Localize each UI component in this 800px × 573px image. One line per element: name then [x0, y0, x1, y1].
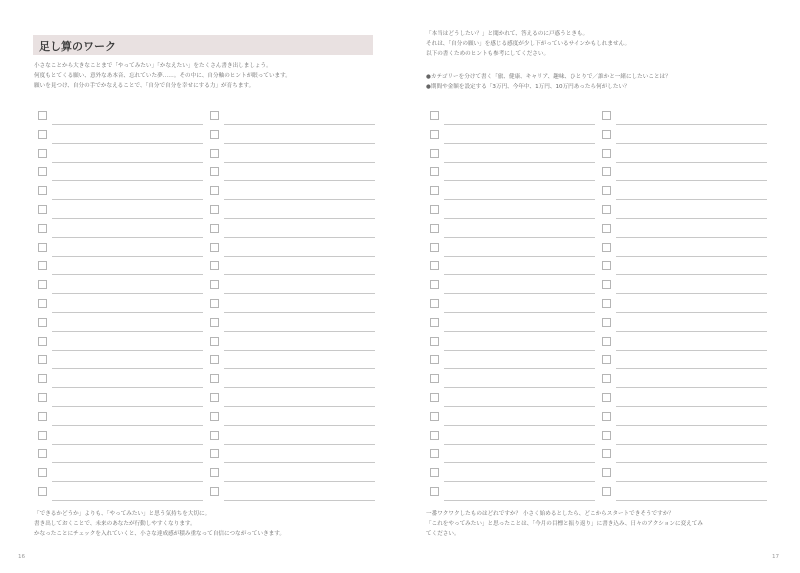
checkbox[interactable]: [602, 337, 611, 346]
checkbox[interactable]: [430, 487, 439, 496]
checkbox[interactable]: [602, 280, 611, 289]
intro-line: 小さなことから大きなことまで「やってみたい」「かなえたい」をたくさん書き出しましょう。: [34, 63, 272, 69]
checkbox[interactable]: [602, 318, 611, 327]
checklist-row: [602, 296, 767, 315]
writing-line: [616, 481, 767, 482]
checkbox[interactable]: [210, 167, 219, 176]
checkbox[interactable]: [38, 224, 47, 233]
checkbox[interactable]: [38, 299, 47, 308]
checklist-row: [38, 296, 203, 315]
checklist-row: [430, 277, 595, 296]
checkbox[interactable]: [602, 487, 611, 496]
checkbox[interactable]: [430, 186, 439, 195]
writing-line: [444, 218, 595, 219]
intro-line: 以下の書くためのヒントも参考にしてください。: [426, 51, 550, 57]
outro-line: 「これをやってみたい」と思ったことは、「今月の目標と振り返り」に書き込み、日々のアクションに変えてみ: [426, 521, 703, 527]
checkbox[interactable]: [602, 468, 611, 477]
checklist-row: [38, 164, 203, 183]
writing-line: [224, 199, 375, 200]
checkbox[interactable]: [38, 355, 47, 364]
hint-bullet: ●カテゴリーを分けて書く「旅、健康、キャリア、趣味、ひとりで／誰かと一緒にしたいことは？: [426, 74, 671, 80]
checklist-row: [430, 258, 595, 277]
checkbox[interactable]: [430, 130, 439, 139]
checklist-row: [430, 315, 595, 334]
intro-line: 「本当はどうしたい？」と聞かれて、答えるのに戸惑うときも。: [426, 31, 589, 37]
checkbox[interactable]: [430, 412, 439, 421]
checkbox[interactable]: [602, 111, 611, 120]
checklist-row: [210, 446, 375, 465]
checklist-row: [430, 221, 595, 240]
checklist-row: [602, 202, 767, 221]
checkbox[interactable]: [602, 393, 611, 402]
checkbox[interactable]: [38, 167, 47, 176]
checklist-row: [210, 164, 375, 183]
checklist-row: [602, 390, 767, 409]
checklist-row: [210, 352, 375, 371]
writing-line: [52, 237, 203, 238]
checklist-row: [210, 183, 375, 202]
writing-line: [224, 368, 375, 369]
page-title: 足し算のワーク: [39, 40, 116, 53]
writing-line: [224, 274, 375, 275]
checklist-row: [602, 108, 767, 127]
outro-line: てください。: [426, 531, 460, 537]
writing-line: [224, 256, 375, 257]
checklist-row: [210, 258, 375, 277]
writing-line: [52, 481, 203, 482]
checkbox[interactable]: [210, 261, 219, 270]
checkbox[interactable]: [210, 186, 219, 195]
writing-line: [224, 293, 375, 294]
checkbox[interactable]: [430, 337, 439, 346]
checklist-row: [38, 108, 203, 127]
writing-line: [444, 293, 595, 294]
writing-line: [444, 387, 595, 388]
writing-line: [444, 368, 595, 369]
checkbox[interactable]: [602, 374, 611, 383]
checkbox[interactable]: [210, 280, 219, 289]
writing-line: [444, 500, 595, 501]
writing-line: [52, 293, 203, 294]
writing-line: [616, 425, 767, 426]
checkbox[interactable]: [602, 186, 611, 195]
writing-line: [616, 293, 767, 294]
checklist-row: [430, 465, 595, 484]
intro-line: 何度もとてくる願い、意外なあ本音、忘れていた夢……。その中に、自分軸のヒントが眠っています。: [34, 73, 291, 79]
checklist-row: [38, 315, 203, 334]
checkbox[interactable]: [38, 431, 47, 440]
writing-line: [444, 350, 595, 351]
checklist-row: [602, 446, 767, 465]
writing-line: [444, 406, 595, 407]
checklist-column: [430, 108, 595, 503]
writing-line: [52, 350, 203, 351]
checklist-row: [210, 127, 375, 146]
writing-line: [616, 143, 767, 144]
checkbox[interactable]: [602, 149, 611, 158]
checkbox[interactable]: [210, 318, 219, 327]
checklist-row: [38, 352, 203, 371]
writing-line: [224, 180, 375, 181]
checkbox[interactable]: [38, 149, 47, 158]
checklist-row: [602, 240, 767, 259]
checkbox[interactable]: [430, 224, 439, 233]
checklist-row: [430, 428, 595, 447]
writing-line: [444, 256, 595, 257]
checkbox[interactable]: [38, 412, 47, 421]
checkbox[interactable]: [38, 318, 47, 327]
writing-line: [444, 124, 595, 125]
checklist-column: [602, 108, 767, 503]
checkbox[interactable]: [430, 167, 439, 176]
writing-line: [444, 462, 595, 463]
checklist-row: [38, 428, 203, 447]
writing-line: [224, 162, 375, 163]
checkbox[interactable]: [210, 355, 219, 364]
checkbox[interactable]: [38, 337, 47, 346]
checklist-row: [602, 371, 767, 390]
writing-line: [616, 462, 767, 463]
outro-text: [426, 509, 703, 539]
checklist-row: [210, 465, 375, 484]
checklist-row: [602, 428, 767, 447]
checklist-row: [210, 315, 375, 334]
writing-line: [616, 350, 767, 351]
checkbox[interactable]: [38, 374, 47, 383]
writing-line: [224, 387, 375, 388]
writing-line: [224, 406, 375, 407]
writing-line: [444, 312, 595, 313]
writing-line: [52, 331, 203, 332]
writing-line: [444, 444, 595, 445]
checkbox[interactable]: [430, 374, 439, 383]
checklist-row: [210, 484, 375, 503]
checklist-row: [602, 183, 767, 202]
checklist-row: [38, 221, 203, 240]
writing-line: [616, 331, 767, 332]
writing-line: [52, 256, 203, 257]
writing-line: [224, 312, 375, 313]
checkbox[interactable]: [210, 412, 219, 421]
checklist-row: [210, 371, 375, 390]
writing-line: [52, 124, 203, 125]
writing-line: [444, 274, 595, 275]
checklist-row: [602, 352, 767, 371]
writing-line: [444, 199, 595, 200]
checkbox[interactable]: [602, 431, 611, 440]
writing-line: [52, 368, 203, 369]
writing-line: [52, 425, 203, 426]
checklist-row: [210, 108, 375, 127]
checklist-row: [210, 334, 375, 353]
checkbox[interactable]: [602, 261, 611, 270]
checklist-row: [210, 221, 375, 240]
checkbox[interactable]: [210, 431, 219, 440]
checkbox[interactable]: [38, 487, 47, 496]
checklist-row: [210, 277, 375, 296]
writing-line: [444, 143, 595, 144]
checklist-row: [210, 409, 375, 428]
checkbox[interactable]: [602, 299, 611, 308]
writing-line: [224, 462, 375, 463]
checkbox[interactable]: [430, 280, 439, 289]
checkbox[interactable]: [38, 261, 47, 270]
outro-line: 書き出しておくことで、未来のあなたが行動しやすくなります。: [34, 521, 196, 527]
checklist-row: [602, 221, 767, 240]
writing-line: [224, 143, 375, 144]
checkbox[interactable]: [430, 111, 439, 120]
writing-line: [52, 162, 203, 163]
checkbox[interactable]: [430, 318, 439, 327]
writing-line: [616, 180, 767, 181]
checklist-row: [38, 258, 203, 277]
writing-line: [444, 425, 595, 426]
checkbox[interactable]: [430, 299, 439, 308]
outro-line: かなったことにチェックを入れていくと、小さな達成感が積み重なって自信につながっていきます。: [34, 531, 285, 537]
outro-line: 一番ワクワクしたものはどれですか？ 小さく始めるとしたら、どこからスタートできそうですか？: [426, 511, 674, 517]
writing-line: [616, 387, 767, 388]
checkbox[interactable]: [210, 374, 219, 383]
hint-bullet: ●期間や金額を設定する「3万円、今年中、1万円、10万円あったら何がしたい？: [426, 84, 630, 90]
writing-line: [224, 124, 375, 125]
checklist-row: [602, 409, 767, 428]
checkbox[interactable]: [38, 111, 47, 120]
writing-line: [616, 162, 767, 163]
writing-line: [52, 462, 203, 463]
checklist-row: [38, 484, 203, 503]
writing-line: [444, 162, 595, 163]
checklist-row: [602, 127, 767, 146]
checklist-row: [602, 258, 767, 277]
checkbox[interactable]: [210, 130, 219, 139]
checklist-row: [430, 371, 595, 390]
checkbox[interactable]: [210, 299, 219, 308]
checklist-row: [38, 371, 203, 390]
checklist-row: [430, 409, 595, 428]
writing-line: [52, 274, 203, 275]
checklist-row: [38, 146, 203, 165]
checkbox[interactable]: [38, 186, 47, 195]
writing-line: [616, 124, 767, 125]
checklist-row: [430, 164, 595, 183]
writing-line: [224, 350, 375, 351]
checklist-row: [210, 202, 375, 221]
checklist-row: [430, 296, 595, 315]
checkbox[interactable]: [210, 468, 219, 477]
checkbox[interactable]: [38, 393, 47, 402]
checklist-row: [430, 334, 595, 353]
checklist-row: [38, 409, 203, 428]
writing-line: [224, 444, 375, 445]
writing-line: [224, 218, 375, 219]
checkbox[interactable]: [602, 355, 611, 364]
checkbox[interactable]: [210, 449, 219, 458]
checkbox[interactable]: [38, 205, 47, 214]
checklist-row: [602, 315, 767, 334]
checklist-row: [38, 277, 203, 296]
checklist-row: [210, 146, 375, 165]
writing-line: [616, 256, 767, 257]
checklist-row: [38, 202, 203, 221]
writing-line: [616, 444, 767, 445]
writing-line: [224, 500, 375, 501]
checklist-row: [210, 240, 375, 259]
title-bar: [33, 35, 373, 55]
writing-line: [52, 199, 203, 200]
writing-line: [52, 444, 203, 445]
checklist-row: [430, 202, 595, 221]
checkbox[interactable]: [430, 449, 439, 458]
checkbox[interactable]: [210, 224, 219, 233]
checkbox[interactable]: [38, 130, 47, 139]
writing-line: [52, 500, 203, 501]
intro-line: 願いを見つけ、自分の手でかなえることで、「自分で自分を幸せにする力」が育ちます。: [34, 83, 255, 89]
page-number: 16: [18, 554, 26, 560]
writing-line: [444, 237, 595, 238]
checklist-row: [430, 183, 595, 202]
checkbox[interactable]: [210, 337, 219, 346]
writing-line: [224, 481, 375, 482]
checkbox[interactable]: [602, 205, 611, 214]
checkbox[interactable]: [210, 393, 219, 402]
writing-line: [444, 331, 595, 332]
checklist-column: [210, 108, 375, 503]
checkbox[interactable]: [430, 261, 439, 270]
intro-text: [426, 29, 630, 59]
checkbox[interactable]: [210, 111, 219, 120]
checklist-column: [38, 108, 203, 503]
writing-line: [52, 312, 203, 313]
checkbox[interactable]: [430, 468, 439, 477]
checklist-row: [602, 277, 767, 296]
checklist-row: [430, 484, 595, 503]
checklist-row: [602, 146, 767, 165]
checkbox[interactable]: [210, 205, 219, 214]
checklist-row: [38, 183, 203, 202]
writing-line: [616, 237, 767, 238]
writing-line: [444, 481, 595, 482]
checkbox[interactable]: [602, 224, 611, 233]
outro-line: 「できるかどうか」よりも、「やってみたい」と思う気持ちを大切に。: [34, 511, 211, 517]
checklist-row: [38, 446, 203, 465]
writing-line: [616, 199, 767, 200]
writing-line: [616, 274, 767, 275]
checklist-row: [430, 240, 595, 259]
checkbox[interactable]: [430, 431, 439, 440]
checklist-row: [38, 240, 203, 259]
checkbox[interactable]: [38, 280, 47, 289]
writing-line: [52, 180, 203, 181]
writing-line: [224, 425, 375, 426]
writing-line: [616, 368, 767, 369]
outro-text: [34, 509, 285, 539]
checklist-row: [602, 484, 767, 503]
checkbox[interactable]: [38, 243, 47, 252]
checklist-row: [430, 127, 595, 146]
checklist-row: [430, 390, 595, 409]
checklist-row: [38, 465, 203, 484]
checkbox[interactable]: [210, 487, 219, 496]
checkbox[interactable]: [210, 243, 219, 252]
writing-line: [52, 218, 203, 219]
checkbox[interactable]: [38, 468, 47, 477]
writing-line: [616, 500, 767, 501]
intro-text: [34, 61, 291, 91]
checkbox[interactable]: [602, 167, 611, 176]
right-page: [400, 0, 800, 573]
checklist-row: [38, 334, 203, 353]
checkbox[interactable]: [210, 149, 219, 158]
writing-line: [52, 406, 203, 407]
checkbox[interactable]: [430, 243, 439, 252]
checkbox[interactable]: [602, 412, 611, 421]
checklist-row: [210, 390, 375, 409]
writing-line: [616, 406, 767, 407]
writing-line: [616, 218, 767, 219]
checkbox[interactable]: [602, 243, 611, 252]
checklist-row: [430, 352, 595, 371]
checkbox[interactable]: [430, 355, 439, 364]
writing-line: [616, 312, 767, 313]
checklist-row: [430, 108, 595, 127]
checklist-row: [210, 296, 375, 315]
writing-line: [444, 180, 595, 181]
writing-line: [52, 387, 203, 388]
checklist-row: [38, 127, 203, 146]
checklist-row: [210, 428, 375, 447]
checklist-row: [602, 164, 767, 183]
page-number: 17: [772, 554, 780, 560]
checkbox[interactable]: [430, 149, 439, 158]
checkbox[interactable]: [602, 130, 611, 139]
checklist-row: [430, 146, 595, 165]
writing-line: [52, 143, 203, 144]
checkbox[interactable]: [430, 205, 439, 214]
checkbox[interactable]: [38, 449, 47, 458]
checklist-row: [602, 465, 767, 484]
checklist-row: [430, 446, 595, 465]
checklist-row: [602, 334, 767, 353]
checklist-row: [38, 390, 203, 409]
checkbox[interactable]: [430, 393, 439, 402]
writing-line: [224, 331, 375, 332]
writing-line: [224, 237, 375, 238]
intro-line: それは、「自分の願い」を感じる感度が少し下がっているサインかもしれません。: [426, 41, 631, 47]
checkbox[interactable]: [602, 449, 611, 458]
hint-bullets: [426, 72, 671, 92]
